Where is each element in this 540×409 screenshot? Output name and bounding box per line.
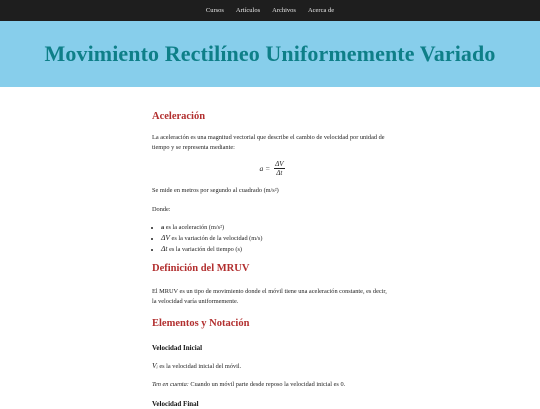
variable-description: es la variación de la velocidad (m/s) <box>169 235 263 242</box>
variables-list <box>152 223 262 255</box>
formula-numerator: ΔV <box>275 160 284 168</box>
list-item <box>161 233 262 244</box>
subsection-title-velocidad-final: Velocidad Final <box>152 400 199 408</box>
top-navigation <box>0 0 540 21</box>
acceleration-formula <box>152 160 392 177</box>
variable-description: es la aceleración (m/s²) <box>164 224 225 231</box>
variable-symbol: Δt <box>161 244 168 253</box>
page-header <box>0 21 540 87</box>
variable-symbol: a <box>161 224 165 231</box>
formula-lhs: a = <box>259 163 271 173</box>
formula-fraction <box>274 160 284 177</box>
subsection-title-velocidad-inicial: Velocidad Inicial <box>152 344 203 352</box>
velocidad-inicial-text <box>152 361 241 372</box>
list-item <box>161 223 262 233</box>
note-label: Ten en cuenta: <box>152 381 189 388</box>
variable-symbol: ΔV <box>161 233 170 242</box>
velocidad-inicial-note <box>152 380 345 390</box>
list-item <box>161 244 262 255</box>
definicion-text: El MRUV es un tipo de movimiento donde el móvil tiene una aceleración constante, es decir, la velocidad varía uniformemente. <box>152 288 387 305</box>
donde-label: Donde: <box>152 206 171 213</box>
page-title: Movimiento Rectilíneo Uniformemente Variado <box>44 41 496 66</box>
nav-link-cursos[interactable]: Cursos <box>205 7 224 14</box>
section-title-aceleracion: Aceleración <box>152 111 206 122</box>
variable-symbol: Vᵢ <box>152 361 158 370</box>
nav-link-acerca-de[interactable]: Acerca de <box>307 7 335 14</box>
formula-denominator: Δt <box>276 169 283 177</box>
variable-description: es la variación del tiempo (s) <box>167 246 242 253</box>
nav-link-articulos[interactable]: Artículos <box>235 7 261 14</box>
note-text: Cuando un móvil parte desde reposo la velocidad inicial es 0. <box>188 381 346 388</box>
aceleracion-intro: La aceleración es una magnitud vectorial que describe el cambio de velocidad por unidad de tiempo y se representa mediante: <box>152 134 385 151</box>
section-title-definicion: Definición del MRUV <box>152 263 250 274</box>
velocidad-inicial-description: es la velocidad inicial del móvil. <box>157 363 242 370</box>
section-title-elementos: Elementos y Notación <box>152 318 250 329</box>
nav-link-archivos[interactable]: Archivos <box>272 7 296 14</box>
aceleracion-units: Se mide en metros por segundo al cuadrado (m/s²) <box>152 187 279 194</box>
